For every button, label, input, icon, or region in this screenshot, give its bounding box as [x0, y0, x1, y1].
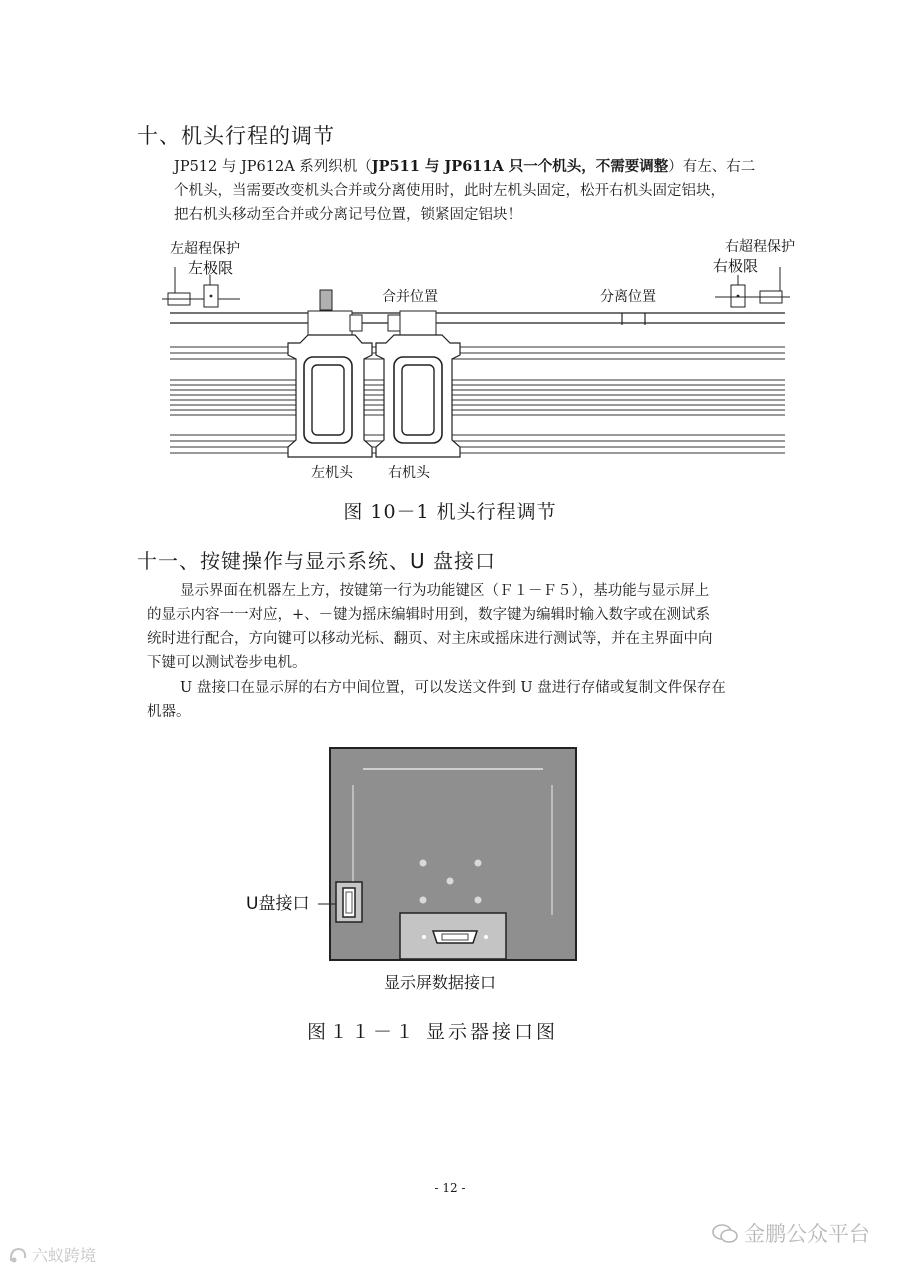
- label-right-limit: 右极限: [713, 257, 759, 275]
- watermark-right-text: 金鹏公众平台: [744, 1222, 870, 1246]
- label-right-over-travel: 右超程保护: [725, 239, 795, 255]
- section-11-paragraph-1-line-4: 下键可以测试卷步电机。: [147, 655, 307, 671]
- label-display-data-port: 显示屏数据接口: [384, 973, 497, 992]
- figure-11-1-diagram: [230, 745, 600, 1000]
- section-11-paragraph-1-line-3: 统时进行配合，方向键可以移动光标、翻页、对主床或摇床进行测试等，并在主界面中向: [147, 631, 713, 647]
- para-text: ）有左、右二: [668, 159, 756, 175]
- label-left-over-travel: 左超程保护: [170, 241, 240, 257]
- logo-icon: [8, 1246, 28, 1264]
- label-right-head: 右机头: [388, 465, 430, 481]
- label-merge-position: 合并位置: [382, 289, 438, 305]
- section-11-paragraph-2-line-2: 机器。: [147, 704, 191, 720]
- section-10-paragraph-line-1: [174, 155, 755, 179]
- section-11-paragraph-2-line-1: U 盘接口在显示屏的右方中间位置，可以发送文件到 U 盘进行存储或复制文件保存在: [180, 680, 726, 696]
- watermark-right: [712, 1218, 870, 1248]
- section-10-title: 十、机头行程的调节: [137, 124, 335, 148]
- section-10-paragraph-line-3: 把右机头移动至合并或分离记号位置，锁紧固定铝块！: [174, 207, 522, 223]
- section-11-paragraph-1-line-1: 显示界面在机器左上方，按键第一行为功能键区（Ｆ１－Ｆ５），基功能与显示屏上: [180, 583, 710, 599]
- figure-10-1-caption: 图 10－1 机头行程调节: [343, 501, 557, 523]
- section-10-paragraph-line-2: 个机头，当需要改变机头合并或分离使用时，此时左机头固定，松开右机头固定铝块，: [174, 183, 725, 199]
- label-left-limit: 左极限: [188, 259, 234, 277]
- display-data-connector: [400, 913, 506, 959]
- section-11-paragraph-1-line-2: 的显示内容一一对应，+、－键为摇床编辑时用到，数字键为编辑时输入数字或在测试系: [147, 607, 711, 623]
- label-usb-port: U盘接口: [246, 894, 310, 914]
- figure-10-1-diagram: [0, 235, 900, 495]
- left-machine-head: [288, 290, 372, 457]
- watermark-left-text: 六蚁跨境: [32, 1246, 97, 1265]
- right-machine-head: [376, 311, 460, 457]
- label-left-head: 左机头: [311, 465, 353, 481]
- page-number: - 12 -: [434, 1181, 466, 1195]
- figure-11-1-caption: 图１１－１ 显示器接口图: [307, 1021, 559, 1043]
- para-text: JP512 与 JP612A 系列织机（: [174, 159, 372, 175]
- watermark-left: [8, 1243, 96, 1266]
- left-limit-switch: [204, 275, 218, 307]
- para-bold-text: JP511 与 JP611A 只一个机头，不需要调整: [371, 158, 669, 175]
- label-separate-position: 分离位置: [600, 289, 656, 305]
- right-limit-switch: [731, 275, 745, 307]
- section-11-title: 十一、按键操作与显示系统、U 盘接口: [137, 549, 496, 573]
- wechat-icon: [712, 1224, 738, 1244]
- usb-port: [336, 882, 362, 922]
